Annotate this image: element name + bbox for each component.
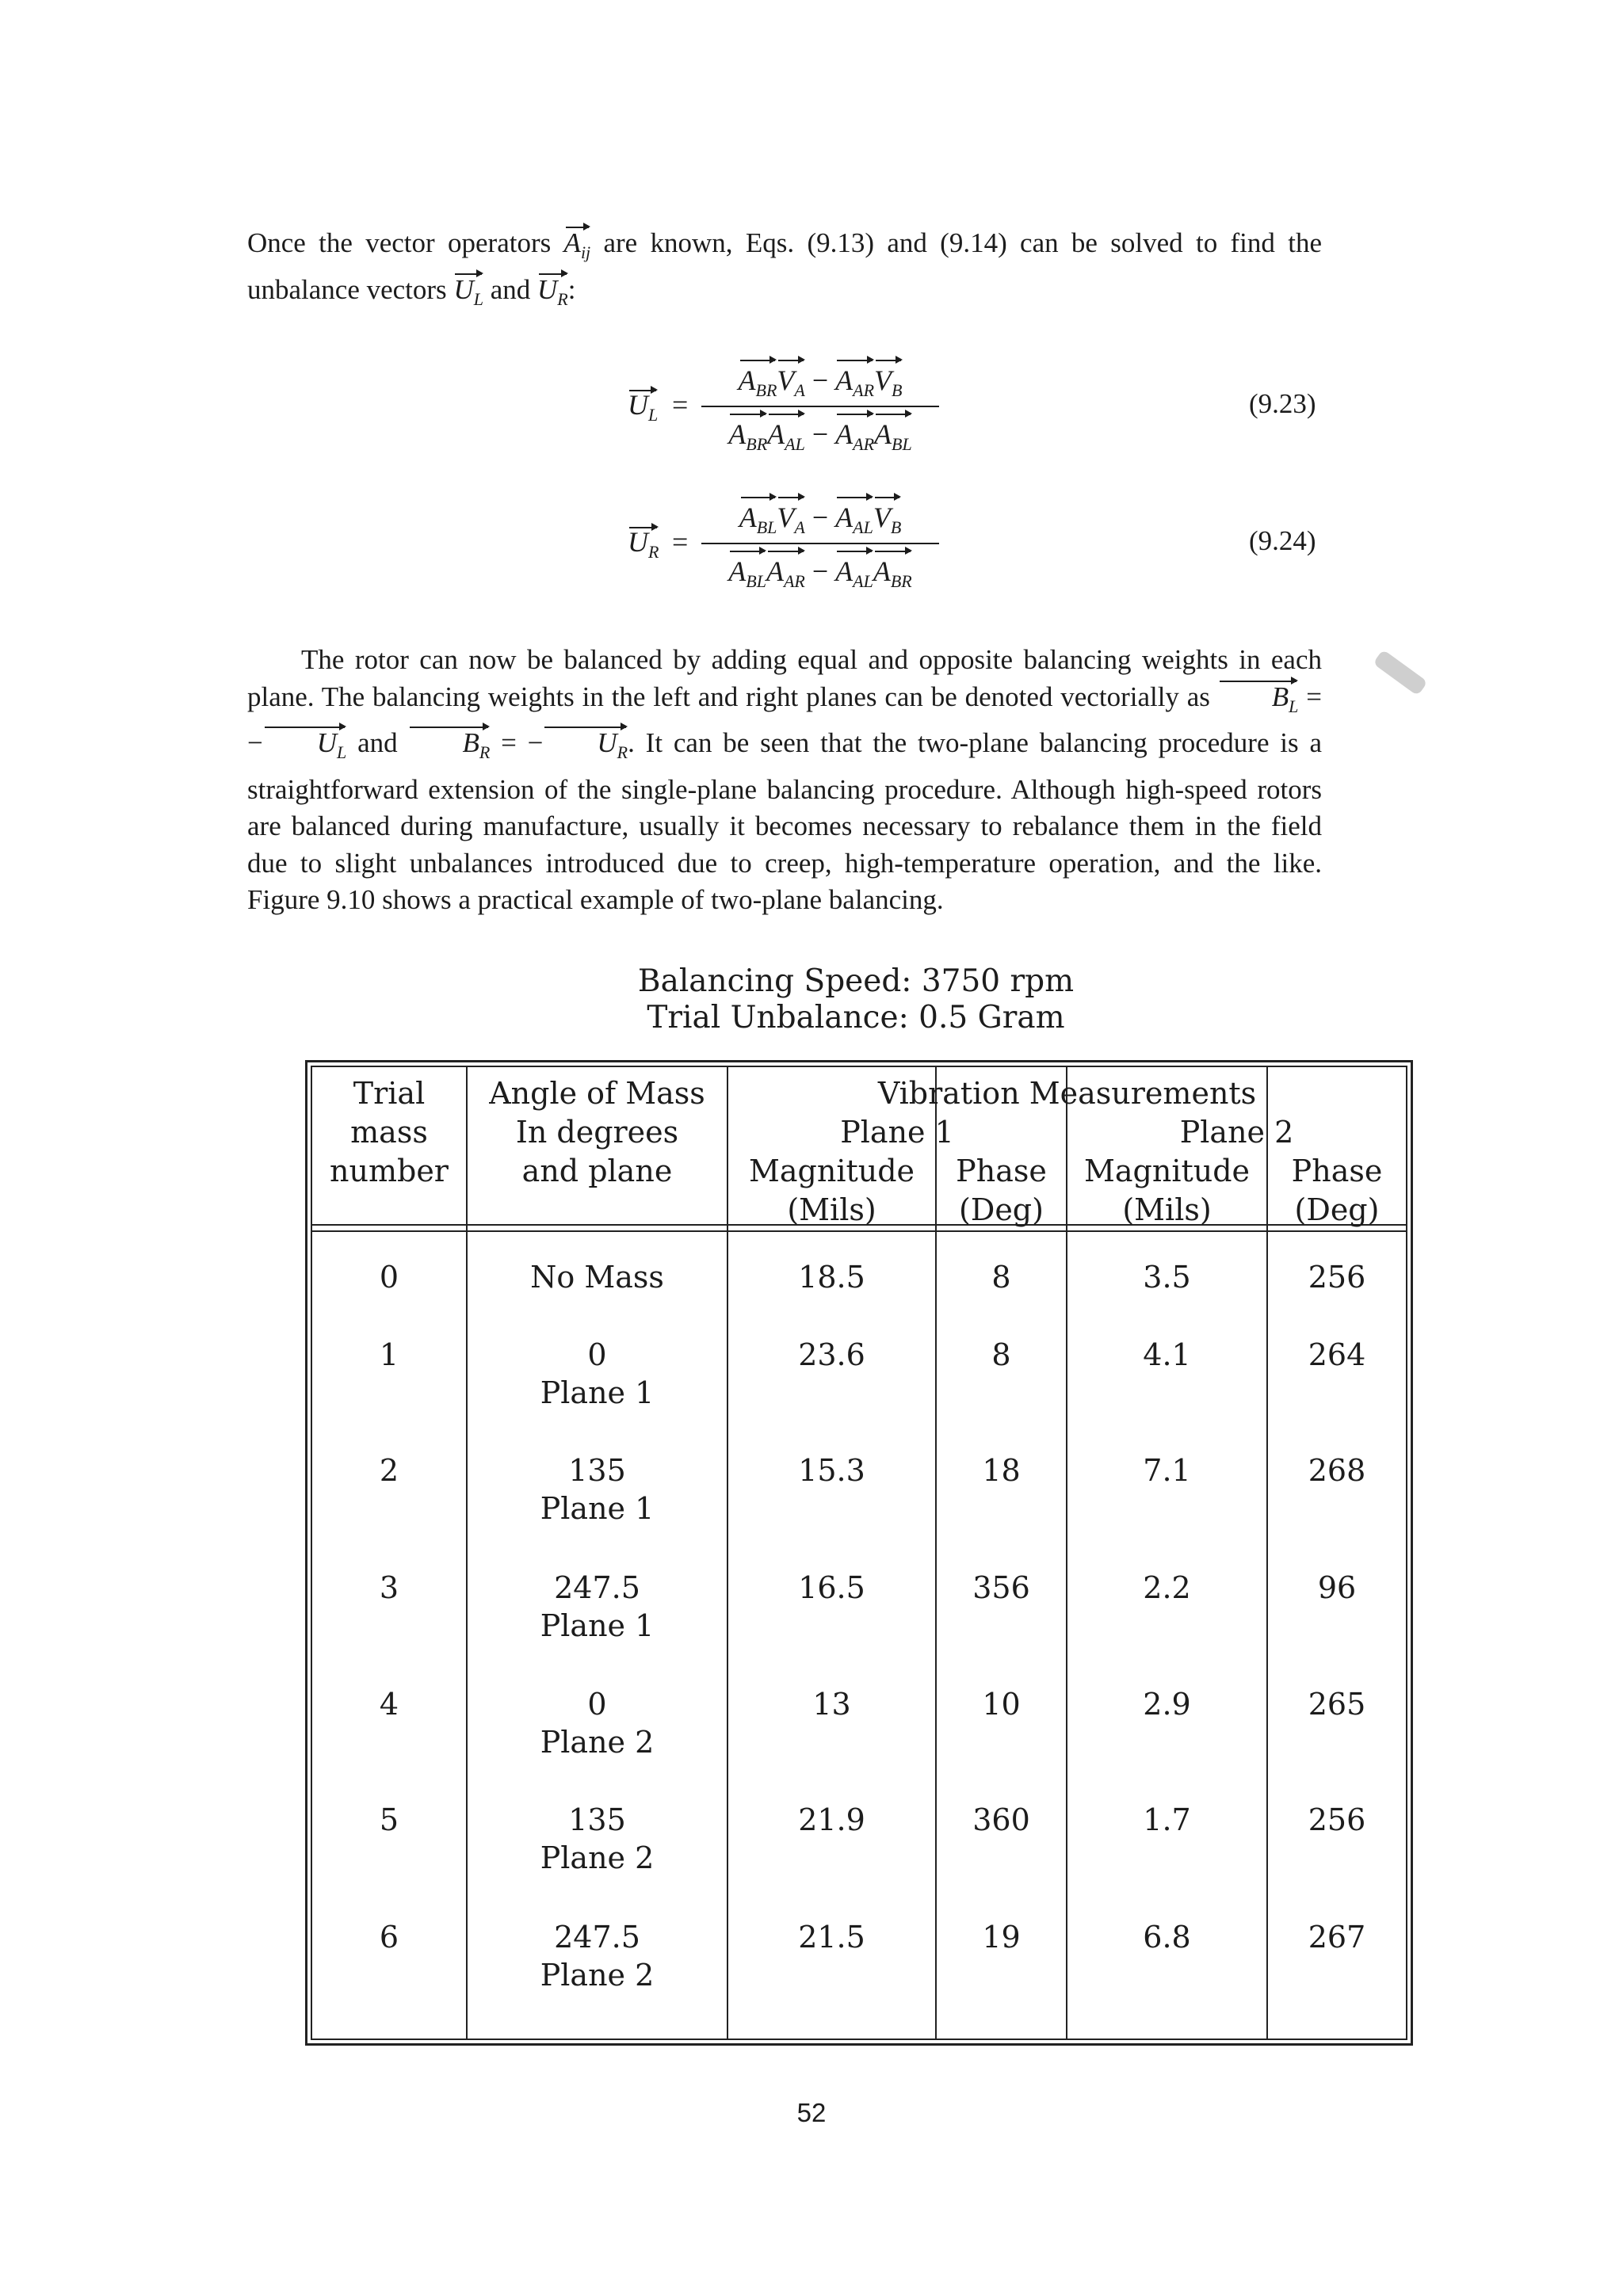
table-cell-ph1: 8 [991,1260,1011,1295]
table-cell-ph2: 264 [1308,1337,1366,1372]
header-rule [312,1230,1406,1232]
table-cell-mag1: 21.5 [798,1920,865,1955]
table-cell-ph2: 256 [1308,1802,1366,1837]
vector-b-r: $B_R$ [408,725,490,772]
equation-numerator: $A_{BL}V_A - A_{AL}V_B$ [701,495,939,540]
table-cell-mag2: 4.1 [1143,1337,1191,1372]
table-cell-angle: 0 Plane 1 [540,1337,655,1410]
table-cell-angle: 0 Plane 2 [540,1687,655,1760]
table-cell-angle: No Mass [530,1260,664,1295]
intro-text-2: are known, Eqs. (9.13) and (9.14) can be solved to find the unbalance vectors [247,227,1322,305]
table-cell-ph1: 360 [972,1802,1030,1837]
table-cell-angle: 135 Plane 2 [540,1802,655,1875]
vector-a-ij: $A_{ij}$ [564,225,591,272]
table-cell-ph1: 18 [982,1453,1021,1488]
table-cell-trial: 0 [379,1260,399,1295]
equation-numerator: $A_{BR}V_A - A_{AR}V_B$ [701,358,939,402]
body-paragraph: The rotor can now be balanced by adding equal and opposite balancing weights in each plane. The balancing weights in the left and right planes can be denoted vectorially as $B_L$ = − $U_L$ and $B_R$ = − $U_R$. It can be seen that the two-plane balancing procedure is a straightforward extension of the single-plane balancing procedure. Although high-speed rotors are balanced during manufacture, usually it becomes necessary to rebalance them in the field due to slight unbalances introduced due to creep, high-temperature operation, and the like. Figure 9.10 shows a practical example of two-plane balancing. [247,644,1322,915]
table-cell-mag1: 16.5 [798,1570,865,1605]
table-cell-ph2: 267 [1308,1920,1366,1955]
header-phase-1: Phase (Deg) [956,1154,1047,1227]
table-cell-ph2: 265 [1308,1687,1366,1722]
vector-u-r: $U_R$ [537,272,568,318]
table-cell-mag1: 13 [812,1687,851,1722]
table-cell-mag2: 1.7 [1143,1802,1191,1837]
vector-b-l: $B_L$ [1218,679,1299,726]
table-cell-angle: 247.5 Plane 1 [540,1570,655,1643]
table-cell-ph1: 10 [982,1687,1021,1722]
table-cell-trial: 1 [379,1337,399,1372]
col-divider [466,1067,468,2039]
table-cell-mag1: 21.9 [798,1802,865,1837]
equation-fraction [701,495,939,593]
page-number: 52 [796,2098,827,2127]
table-cell-trial: 2 [379,1453,399,1488]
trial-unbalance-title: Trial Unbalance: 0.5 Gram [647,1000,1065,1035]
header-angle: Angle of Mass In degrees and plane [489,1076,705,1188]
table-cell-ph1: 8 [991,1337,1011,1372]
table-cell-mag2: 2.9 [1143,1687,1191,1722]
equation-9-23: $U_L$ = $A_{BR}V_A - A_{AR}V_B$ $A_{BR}A_{AL} - A_{AR}A_{BL}$ (9.23) [618,358,1331,461]
scan-mark [1373,650,1428,696]
header-magnitude-2: Magnitude (Mils) [1083,1154,1251,1227]
header-plane-2: Plane 2 [1179,1115,1294,1150]
table-cell-mag2: 7.1 [1143,1453,1191,1488]
balancing-data-table [305,1060,1413,2046]
table-cell-trial: 4 [379,1687,399,1722]
header-magnitude-1: Magnitude (Mils) [748,1154,915,1227]
table-cell-mag2: 6.8 [1143,1920,1191,1955]
vector-u-l: $U_L$ [453,272,483,318]
vector-u-r: $U_R$ [543,725,628,772]
table-cell-angle: 247.5 Plane 2 [540,1920,655,1993]
header-vibration: Vibration Measurements [877,1076,1257,1111]
table-cell-mag1: 18.5 [798,1260,865,1295]
table-cell-mag1: 15.3 [798,1453,865,1488]
table-cell-ph2: 96 [1317,1570,1357,1605]
intro-paragraph: Once the vector operators $A_{ij}$ are known, Eqs. (9.13) and (9.14) can be solved to find the unbalance vectors $U_L$ and $U_R$: [247,225,1322,318]
equation-lhs: $U_R$ [628,526,659,563]
equation-denominator: $A_{BL}A_{AR} - A_{AL}A_{BR}$ [701,549,939,593]
table-cell-ph2: 268 [1308,1453,1366,1488]
table-cell-angle: 135 Plane 1 [540,1453,655,1526]
equation-denominator: $A_{BR}A_{AL} - A_{AR}A_{BL}$ [701,412,939,456]
balancing-speed-title: Balancing Speed: 3750 rpm [637,963,1075,999]
vector-u-l: $U_L$ [263,725,347,772]
header-plane-1: Plane 1 [840,1115,954,1150]
equation-lhs: $U_L$ [628,389,659,425]
table-cell-ph2: 256 [1308,1260,1366,1295]
table-cell-ph1: 19 [982,1920,1021,1955]
equation-9-24: $U_R$ = $A_{BL}V_A - A_{AL}V_B$ $A_{BL}A_{AR} - A_{AL}A_{BR}$ (9.24) [618,495,1331,598]
table-cell-trial: 6 [379,1920,399,1955]
equation-fraction [701,358,939,456]
table-cell-ph1: 356 [972,1570,1030,1605]
header-phase-2: Phase (Deg) [1291,1154,1383,1227]
header-trial: Trial mass number [330,1076,449,1188]
table-cell-trial: 3 [379,1570,399,1605]
table-cell-trial: 5 [379,1802,399,1837]
table-cell-mag1: 23.6 [798,1337,865,1372]
equation-number: (9.24) [1249,525,1316,556]
equation-number: (9.23) [1249,388,1316,419]
table-cell-mag2: 2.2 [1143,1570,1191,1605]
table-cell-mag2: 3.5 [1143,1260,1191,1295]
intro-text-1: Once the vector operators [247,227,564,258]
